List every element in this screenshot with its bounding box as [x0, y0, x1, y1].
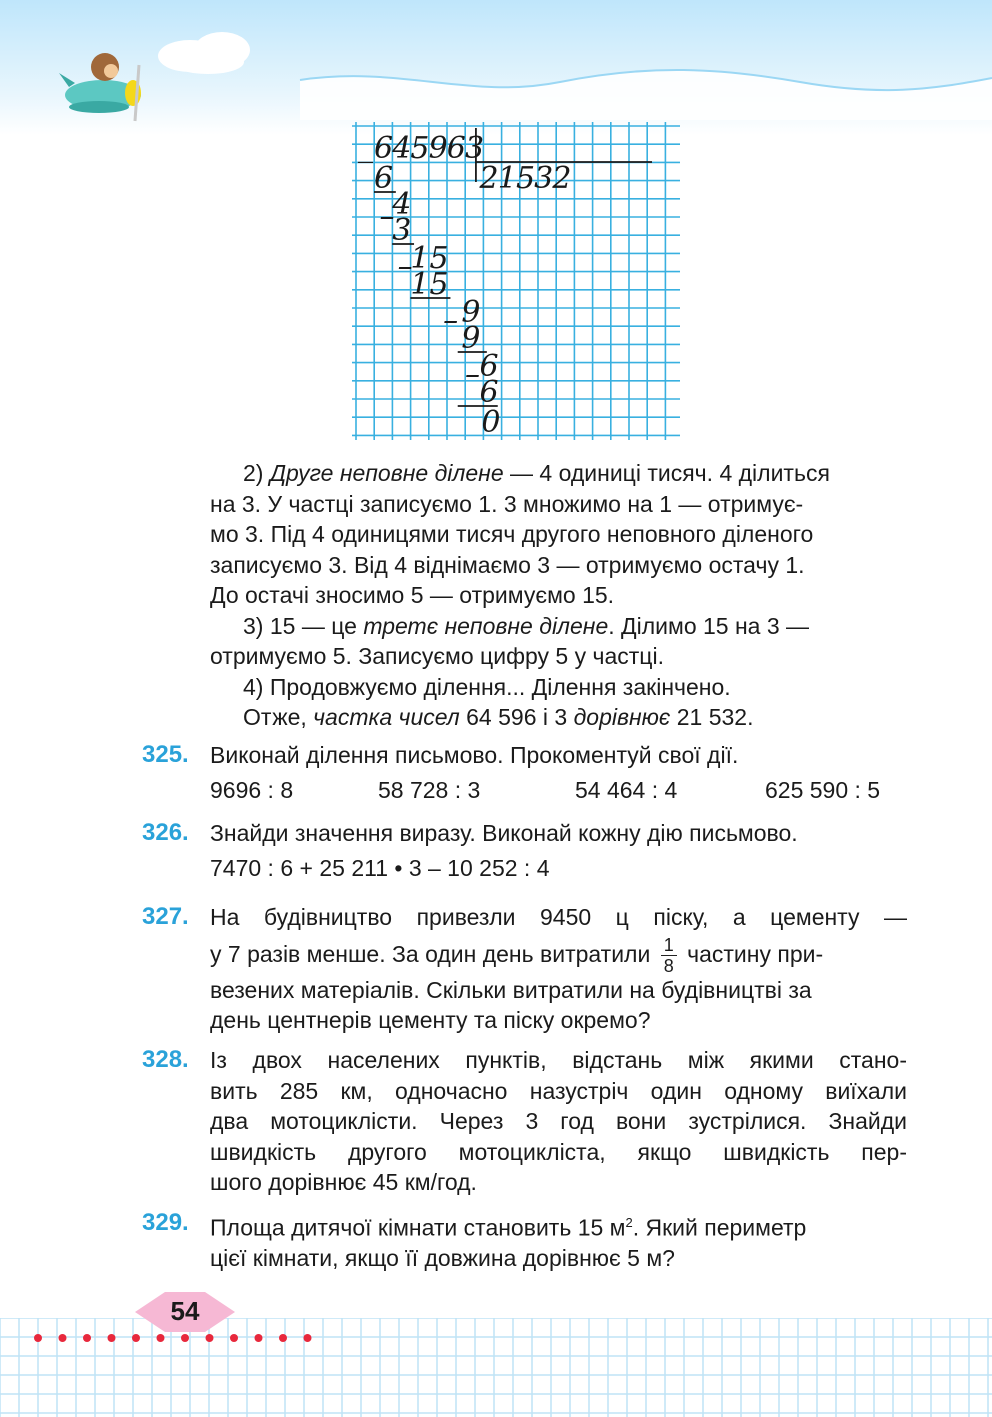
quotient-digit: 5 — [515, 161, 536, 196]
remainder: 0 — [481, 405, 501, 440]
minus-sign: _ — [358, 129, 373, 164]
step3-line2: отримуємо 5. Записуємо цифру 5 у частці. — [210, 643, 664, 669]
dividend-digit: 9 — [428, 131, 448, 166]
red-dot — [157, 1334, 165, 1342]
step2-line2: на 3. У частці записуємо 1. 3 множимо на 1 — отримує- — [210, 490, 804, 517]
exercise-327-line4: день центнерів цементу та піску окремо? — [210, 1007, 651, 1033]
sky-header — [0, 0, 992, 135]
exercise-328-line5: шого дорівнює 45 км/год. — [210, 1169, 477, 1195]
page-number: 54 — [170, 1296, 200, 1326]
exercise-number-328: 328. — [142, 1046, 189, 1073]
quotient-digit: 2 — [479, 161, 499, 196]
exercise-327-line2: у 7 разів менше. За один день витратили $\frac{1}{8}$ частину при- — [210, 934, 824, 976]
exercise-325-item: 625 590 : 5 — [765, 776, 881, 803]
red-dot — [255, 1334, 263, 1342]
step4-line: 4) Продовжуємо ділення... Ділення закінчено. — [243, 673, 731, 700]
remainder: 4 — [392, 187, 412, 222]
dividend-digit: 3 — [465, 131, 485, 166]
exercise-329-line1: Площа дитячої кімнати становить 15 $м^2$. Який периметр — [210, 1214, 807, 1241]
exercise-327-line3: везених матеріалів. Скільки витратили на будівництві за — [210, 976, 812, 1003]
exercise-328-line4: швидкість другого мотоцикліста, якщо швидкість пер- — [210, 1138, 907, 1165]
exercise-325-items — [210, 775, 907, 809]
exercise-number-326: 326. — [142, 819, 189, 846]
conclusion-line: Отже, частка чисел 64 596 і 3 дорівнює 21 532. — [243, 704, 754, 730]
subtrahend: 15 — [410, 267, 449, 302]
exercise-325-item: 9696 : 8 — [210, 776, 294, 803]
exercise-329 — [210, 1208, 907, 1274]
red-dot — [83, 1334, 91, 1342]
red-dot — [108, 1334, 116, 1342]
dividend-digit: 6 — [374, 131, 394, 166]
division-grid — [352, 122, 680, 440]
remainder: 6 — [479, 349, 499, 384]
exercise-number-327: 327. — [142, 903, 189, 930]
red-dot — [59, 1334, 67, 1342]
dividend-digit: 4 — [392, 131, 412, 166]
dividend-digit: 6 — [446, 131, 466, 166]
hedgehog-plane-icon — [55, 45, 155, 125]
minus-sign: – — [465, 357, 480, 392]
step3-line1: 3) 15 — це третє неповне ділене. Ділимо 15 на 3 — — [243, 612, 810, 639]
exercise-325-text: Виконай ділення письмово. Прокоментуй свої дії. — [210, 742, 739, 768]
exercise-325-item: 58 728 : 3 — [378, 776, 481, 803]
exercise-325-item: 54 464 : 4 — [575, 776, 678, 803]
step2-line5: До остачі зносимо 5 — отримуємо 15. — [210, 582, 615, 608]
subtrahend: 3 — [392, 213, 412, 248]
exercise-327-line1: На будівництво привезли 9450 ц піску, а цементу — — [210, 904, 907, 930]
step2-line3: мо 3. Під 4 одиницями тисяч другого неповного діленого — [210, 521, 814, 547]
exercise-327 — [210, 902, 907, 1036]
minus-sign: – — [397, 249, 413, 284]
step2-line4: записуємо 3. Від 4 віднімаємо 3 — отримуємо остачу 1. — [210, 551, 805, 578]
exercise-325 — [210, 740, 907, 809]
minus-sign: – — [443, 303, 459, 338]
remainder: 9 — [461, 295, 481, 330]
long-division-example — [352, 122, 680, 440]
exercise-329-line2: цієї кімнати, якщо її довжина дорівнює 5 м? — [210, 1245, 675, 1272]
red-dot — [34, 1334, 42, 1342]
red-dot — [279, 1334, 287, 1342]
red-dot — [304, 1334, 312, 1342]
exercise-328-line2: вить 285 км, одночасно назустріч один одному виїхали — [210, 1077, 907, 1104]
red-dot — [230, 1334, 238, 1342]
exercise-number-329: 329. — [142, 1209, 189, 1236]
red-dot — [132, 1334, 140, 1342]
subtrahend: 6 — [374, 161, 394, 196]
subtrahend: 9 — [461, 321, 481, 356]
minus-sign: – — [379, 199, 395, 234]
dividend-digit: 5 — [410, 131, 430, 166]
exercise-328 — [210, 1045, 907, 1198]
exercise-number-325: 325. — [142, 741, 189, 768]
quotient-digit: 1 — [497, 161, 517, 196]
subtrahend: 6 — [479, 375, 499, 410]
cloud-icon — [150, 28, 270, 78]
step2-line1: 2) Друге неповне ділене — 4 одиниці тисяч. 4 ділиться — [243, 460, 830, 486]
explanation — [210, 458, 907, 733]
red-dot — [206, 1334, 214, 1342]
exercise-326-expression: 7470 : 6 + 25 211 • 3 – 10 252 : 4 — [210, 854, 550, 881]
exercise-326 — [210, 818, 907, 883]
red-dot — [181, 1334, 189, 1342]
exercise-326-text: Знайди значення виразу. Виконай кожну дію письмово. — [210, 820, 798, 846]
remainder: 15 — [410, 241, 449, 276]
exercise-328-line3: два мотоциклісти. Через 3 год вони зустрілися. Знайди — [210, 1108, 907, 1134]
fraction-one-eighth: $\frac{1}{8}$ — [661, 935, 677, 976]
exercise-328-line1: Із двох населених пунктів, відстань між якими стано- — [210, 1047, 907, 1073]
quotient-digit: 3 — [534, 161, 554, 196]
quotient-digit: 2 — [552, 161, 572, 196]
red-dots-decoration — [30, 1332, 330, 1344]
